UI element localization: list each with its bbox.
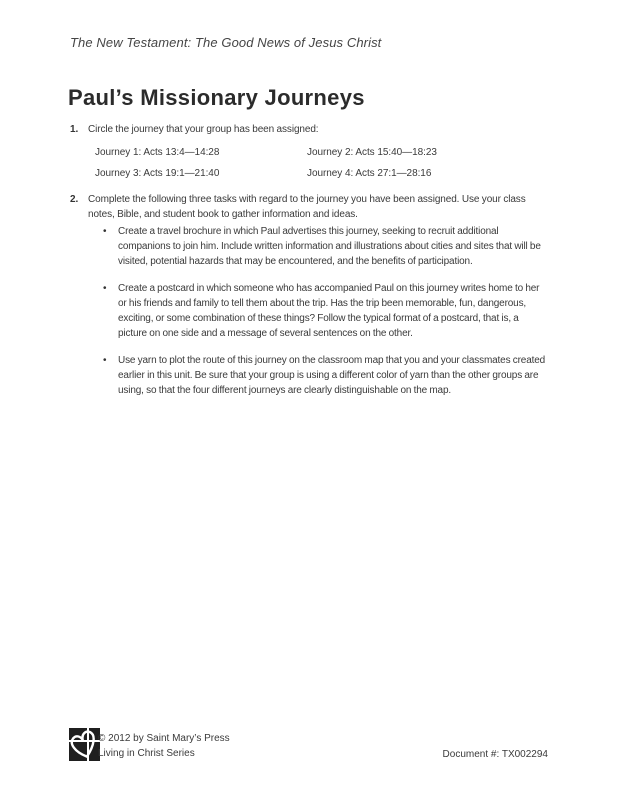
task-bullet-list: [103, 224, 548, 410]
task-item-2: [70, 192, 549, 222]
bullet-text-brochure: Create a travel brochure in which Paul advertises this journey, seeking to recruit additional companions to join him. Include written information and illustrations about cities and sites that will be visited, potential hazards that may be encountered, and the benefits of participation.: [118, 226, 541, 267]
footer-credits: [98, 731, 230, 761]
series-line: Living in Christ Series: [98, 748, 195, 759]
task-text: Complete the following three tasks with regard to the journey you have been assigned. Use your class notes, Bible, and student book to gather information and ideas.: [88, 194, 526, 220]
journey-list: [95, 146, 437, 181]
journey-option-4: Journey 4: Acts 27:1—28:16: [307, 168, 432, 179]
running-head: The New Testament: The Good News of Jesus Christ: [70, 35, 382, 50]
journey-option-2: Journey 2: Acts 15:40—18:23: [307, 147, 437, 158]
task-number: 2.: [70, 194, 79, 205]
document-number: Document #: TX002294: [442, 749, 548, 760]
bullet-marker: •: [103, 226, 107, 237]
task-bullet: [103, 281, 548, 341]
task-item-1: [70, 122, 548, 137]
task-bullet: [103, 224, 548, 269]
bullet-marker: •: [103, 283, 107, 294]
task-text: Circle the journey that your group has been assigned:: [88, 124, 319, 135]
bullet-text-postcard: Create a postcard in which someone who has accompanied Paul on this journey writes home to her or his friends and family to tell them about the trip. Has the trip been memorable, fun, dangerous, exciting, or some combination of these things? Follow the typical format of a postcard, that is, a picture on one side and a message of several sentences on the other.: [118, 283, 540, 339]
task-number: 1.: [70, 124, 79, 135]
task-bullet: [103, 353, 548, 398]
journey-option-3: Journey 3: Acts 19:1—21:40: [95, 168, 220, 179]
copyright-line: © 2012 by Saint Mary’s Press: [98, 733, 230, 744]
bullet-marker: •: [103, 355, 107, 366]
page-title: Paul’s Missionary Journeys: [68, 85, 365, 110]
bullet-text-yarn-map: Use yarn to plot the route of this journey on the classroom map that you and your classmates created earlier in this unit. Be sure that your group is using a different color of yarn than the other groups are using, so that the four different journeys are clearly distinguishable on the map.: [118, 355, 546, 396]
journey-option-1: Journey 1: Acts 13:4—14:28: [95, 147, 220, 158]
